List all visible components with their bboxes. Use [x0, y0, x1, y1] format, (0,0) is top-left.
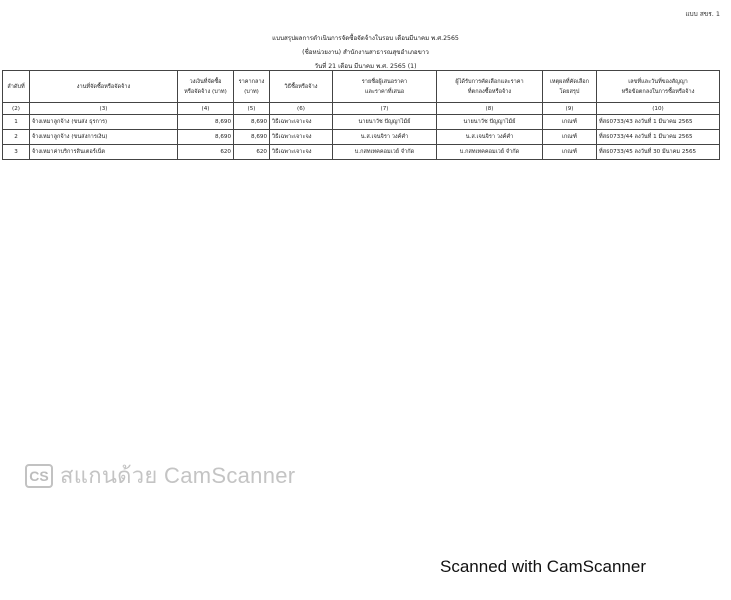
col-number: (9) [543, 103, 597, 115]
col-header-method: วิธีซื้อหรือจ้าง [270, 71, 333, 103]
cell-budget: 8,690 [178, 130, 234, 145]
col-header-no: ลำดับที่ [3, 71, 30, 103]
report-title: แบบสรุปผลการดำเนินการจัดซื้อจัดจ้างในรอบ เดือนมีนาคม พ.ศ.2565 [272, 35, 459, 42]
table-header-row [3, 71, 720, 103]
cell-contract: ที่สธ0733/44 ลงวันที่ 1 มีนาคม 2565 [597, 130, 720, 145]
scanned-with-footer: Scanned with CamScanner [440, 557, 647, 576]
report-date: วันที่ 21 เดือน มีนาคม พ.ศ. 2565 (1) [314, 63, 417, 70]
procurement-table [2, 70, 720, 160]
col-number: (8) [437, 103, 543, 115]
col-header-selected: ผู้ได้รับการคัดเลือกและราคา ที่ตกลงซื้อหรือจ้าง [437, 71, 543, 103]
col-header-bidders: รายชื่อผู้เสนอราคา และราคาที่เสนอ [333, 71, 437, 103]
camscanner-watermark [25, 458, 295, 493]
cell-item: จ้างเหมาค่าบริการสินเตอร์เน็ต [30, 145, 178, 160]
cell-median: 8,690 [234, 130, 270, 145]
watermark-text: สแกนด้วย CamScanner [60, 463, 296, 488]
col-number: (4) [178, 103, 234, 115]
table-row [3, 130, 720, 145]
col-number: (5) [234, 103, 270, 115]
col-header-budget: วงเงินที่จัดซื้อ หรือจัดจ้าง (บาท) [178, 71, 234, 103]
cell-median: 8,690 [234, 115, 270, 130]
cell-reason: เกณฑ์ [543, 115, 597, 130]
cell-budget: 620 [178, 145, 234, 160]
cell-method: วิธีเฉพาะเจาะจง [270, 115, 333, 130]
col-header-contract: เลขที่และวันที่ของสัญญา หรือข้อตกลงในการซื้อหรือจ้าง [597, 71, 720, 103]
cell-bidders: บ.กสทเทคคอมเวย์ จำกัด [333, 145, 437, 160]
cell-selected: บ.กสทเทคคอมเวย์ จำกัด [437, 145, 543, 160]
camscanner-logo-icon: CS [25, 464, 53, 488]
cell-no: 3 [3, 145, 30, 160]
table-row [3, 145, 720, 160]
col-number: (7) [333, 103, 437, 115]
col-number: (3) [30, 103, 178, 115]
col-number: (10) [597, 103, 720, 115]
cell-method: วิธีเฉพาะเจาะจง [270, 130, 333, 145]
cell-median: 620 [234, 145, 270, 160]
cell-selected: นายนาวัช ปัญญาไม้ย์ [437, 115, 543, 130]
cell-bidders: นายนาวัช ปัญญาไม้ย์ [333, 115, 437, 130]
cell-bidders: น.ส.เจนจิรา วงค์คำ [333, 130, 437, 145]
form-code: แบบ สขร. 1 [685, 10, 720, 18]
cell-item: จ้างเหมาลูกจ้าง (ขนส่ง ธุรการ) [30, 115, 178, 130]
cell-budget: 8,690 [178, 115, 234, 130]
agency-name: (ชื่อหน่วยงาน) สำนักงานสาธารณสุขอำเภอขาว [302, 49, 429, 56]
col-number: (2) [3, 103, 30, 115]
cell-selected: น.ส.เจนจิรา วงค์คำ [437, 130, 543, 145]
cell-reason: เกณฑ์ [543, 130, 597, 145]
table-row [3, 115, 720, 130]
cell-contract: ที่สธ0733/45 ลงวันที่ 30 มีนาคม 2565 [597, 145, 720, 160]
col-header-item: งานที่จัดซื้อหรือจัดจ้าง [30, 71, 178, 103]
column-number-row [3, 103, 720, 115]
cell-contract: ที่สธ0733/43 ลงวันที่ 1 มีนาคม 2565 [597, 115, 720, 130]
cell-item: จ้างเหมาลูกจ้าง (ขนส่งการเงิน) [30, 130, 178, 145]
col-number: (6) [270, 103, 333, 115]
col-header-median: ราคากลาง (บาท) [234, 71, 270, 103]
col-header-reason: เหตุผลที่คัดเลือก โดยสรุป [543, 71, 597, 103]
cell-method: วิธีเฉพาะเจาะจง [270, 145, 333, 160]
cell-reason: เกณฑ์ [543, 145, 597, 160]
cell-no: 1 [3, 115, 30, 130]
cell-no: 2 [3, 130, 30, 145]
